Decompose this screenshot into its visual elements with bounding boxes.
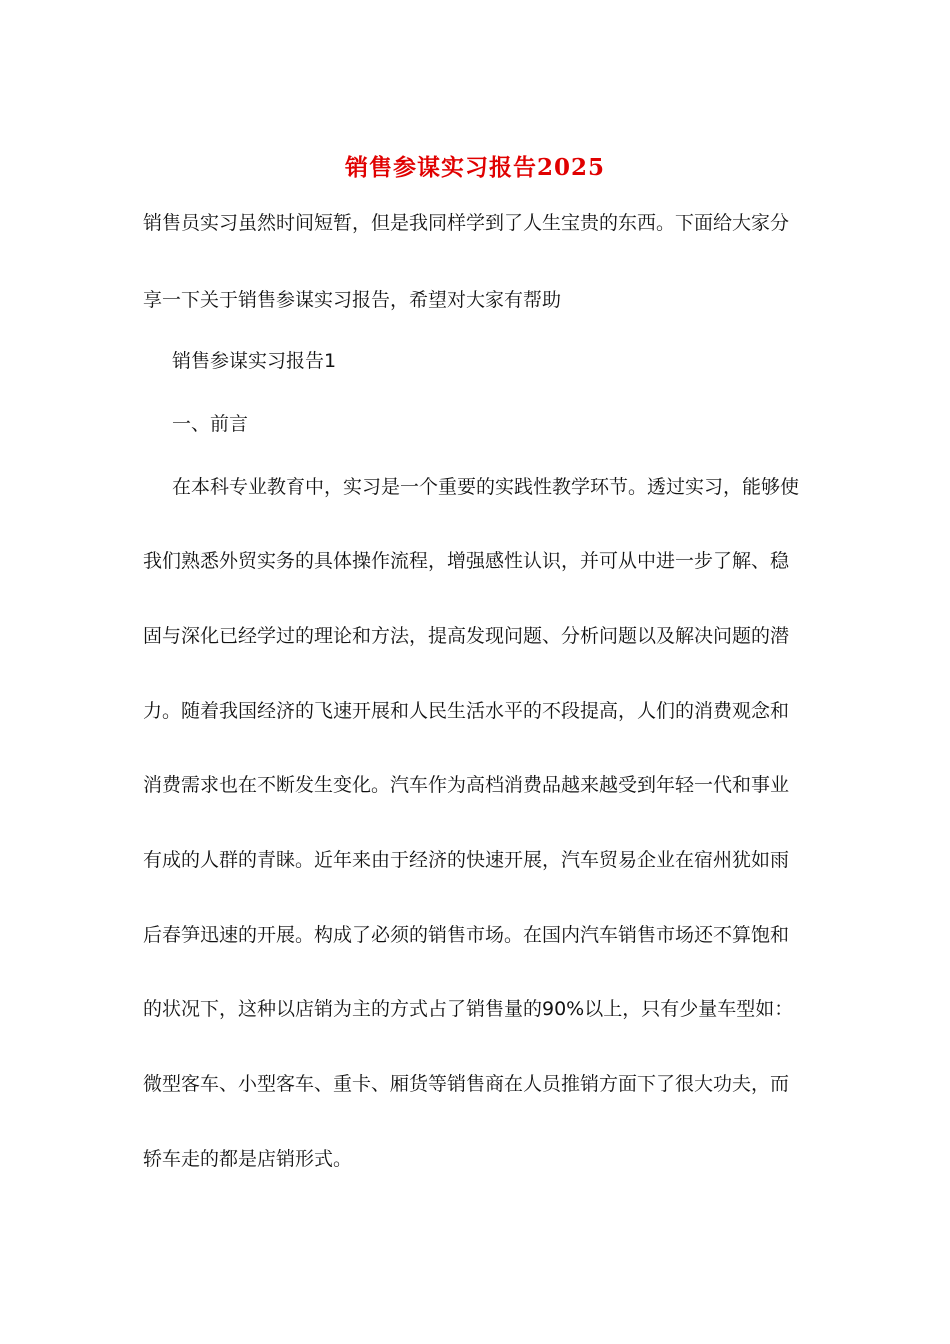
- body-line-2: 我们熟悉外贸实务的具体操作流程，增强感性认识，并可从中进一步了解、稳: [143, 550, 790, 572]
- intro-line-2: 享一下关于销售参谋实习报告，希望对大家有帮助: [143, 289, 562, 311]
- body-line-7: 后春笋迅速的开展。构成了必须的销售市场。在国内汽车销售市场还不算饱和: [143, 924, 790, 946]
- body-line-9: 微型客车、小型客车、重卡、厢货等销售商在人员推销方面下了很大功夫，而: [143, 1073, 790, 1095]
- body-line-10: 轿车走的都是店销形式。: [143, 1148, 353, 1170]
- document-title: 销售参谋实习报告2025: [344, 154, 605, 181]
- body-line-3: 固与深化已经学过的理论和方法，提高发现问题、分析问题以及解决问题的潜: [143, 625, 790, 647]
- intro-line-1: 销售员实习虽然时间短暂，但是我同样学到了人生宝贵的东西。下面给大家分: [143, 212, 790, 234]
- body-line-6: 有成的人群的青睐。近年来由于经济的快速开展，汽车贸易企业在宿州犹如雨: [143, 849, 790, 871]
- body-line-8: 的状况下，这种以店销为主的方式占了销售量的90%以上，只有少量车型如：: [143, 998, 794, 1020]
- section-heading: 销售参谋实习报告1: [172, 350, 337, 372]
- body-line-4: 力。随着我国经济的飞速开展和人民生活水平的不段提高，人们的消费观念和: [143, 700, 790, 722]
- body-line-1: 在本科专业教育中，实习是一个重要的实践性教学环节。透过实习，能够使: [172, 476, 800, 498]
- body-line-5: 消费需求也在不断发生变化。汽车作为高档消费品越来越受到年轻一代和事业: [143, 774, 790, 796]
- subsection-heading: 一、前言: [172, 413, 249, 435]
